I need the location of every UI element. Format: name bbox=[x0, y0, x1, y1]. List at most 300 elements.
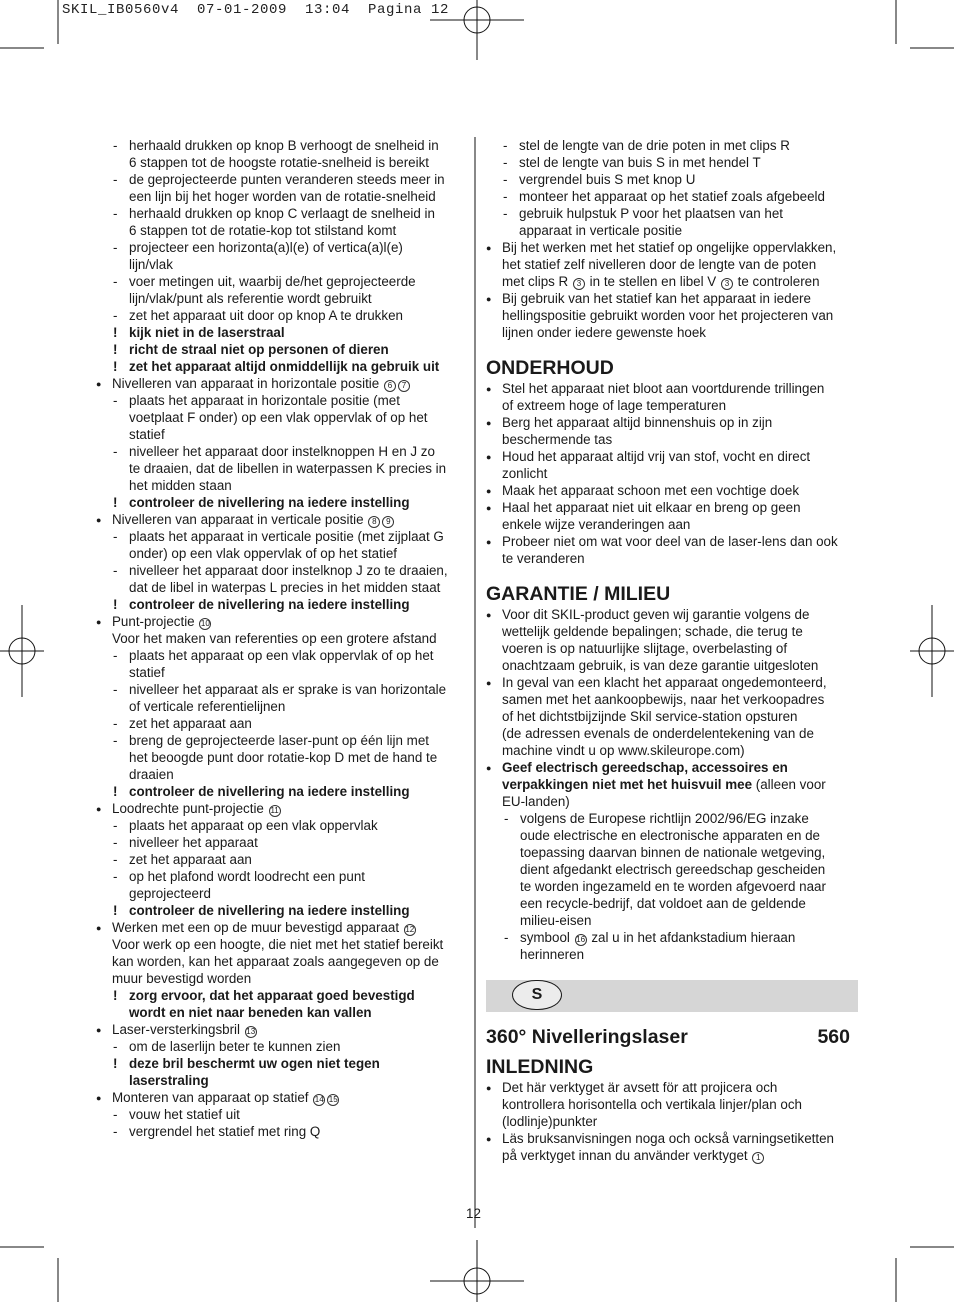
text-run: 6 stappen tot de hoogste rotatie-snelheid is bereikt bbox=[129, 155, 429, 170]
bullet-icon: ● bbox=[486, 503, 492, 513]
figure-reference-number: 15 bbox=[328, 1095, 338, 1104]
list-item bbox=[96, 375, 468, 392]
registration-mark-left bbox=[0, 605, 44, 697]
dash-mark: - bbox=[113, 1039, 118, 1054]
text-run: muur bevestigd worden bbox=[112, 971, 252, 986]
bullet-icon: ● bbox=[486, 1134, 492, 1144]
text-run: zet het apparaat aan bbox=[129, 716, 252, 731]
text-run: machine vindt u op www.skileurope.com) bbox=[502, 743, 745, 758]
dash-mark: - bbox=[503, 155, 508, 170]
dash-mark: - bbox=[503, 189, 508, 204]
list-item bbox=[96, 528, 468, 545]
text-run: deze bril beschermt uw ogen niet tegen bbox=[129, 1056, 380, 1071]
text-run: plaats het apparaat op een vlak oppervlak of op het bbox=[129, 648, 434, 663]
text-run: zal u in het afdankstadium hieraan bbox=[587, 930, 796, 945]
figure-reference-number: 1 bbox=[752, 1152, 764, 1164]
dash-mark: - bbox=[113, 393, 118, 408]
text-run: Voor het maken van referenties op een grotere afstand bbox=[112, 631, 437, 646]
text-run: Det här verktyget är avsett för att projicera och bbox=[502, 1080, 778, 1095]
figure-reference-number: 13 bbox=[246, 1027, 256, 1036]
list-item bbox=[96, 919, 468, 936]
text-run: nivelleer het apparaat bbox=[129, 835, 258, 850]
text-run: milieu-eisen bbox=[520, 913, 592, 928]
bullet-icon: ● bbox=[96, 617, 102, 627]
bullet-icon: ● bbox=[486, 418, 492, 428]
text-run: vergrendel buis S met knop U bbox=[519, 172, 696, 187]
text-run: voetplaat F onder) op een vlak oppervlak of op het bbox=[129, 410, 428, 425]
list-item bbox=[96, 290, 468, 307]
text-run: voer metingen uit, waarbij de/het geprojecteerde bbox=[129, 274, 416, 289]
text-run: om de laserlijn beter te kunnen zien bbox=[129, 1039, 341, 1054]
list-item bbox=[96, 936, 468, 953]
text-run: vergrendel het statief met ring Q bbox=[129, 1124, 321, 1139]
figure-reference-number: 3 bbox=[721, 278, 733, 290]
text-run: controleer de nivellering na iedere instelling bbox=[129, 903, 410, 918]
list-item bbox=[96, 868, 468, 885]
list-item bbox=[96, 647, 468, 664]
text-run: (lodlinje)punkter bbox=[502, 1114, 598, 1129]
text-run: het midden staan bbox=[129, 478, 232, 493]
list-item bbox=[96, 732, 468, 749]
text-run: dient afgedankt electrisch gereedschap gescheiden bbox=[520, 862, 826, 877]
list-item bbox=[96, 477, 468, 494]
dash-mark: - bbox=[113, 716, 118, 731]
bullet-icon: ● bbox=[486, 384, 492, 394]
dash-mark: - bbox=[113, 274, 118, 289]
figure-reference-number: 7 bbox=[398, 380, 410, 392]
text-run: voeren is op natuurlijke slijtage, overbelasting of bbox=[502, 641, 788, 656]
figure-reference-number: 11 bbox=[270, 806, 279, 815]
list-item bbox=[96, 817, 468, 834]
warning-mark: ! bbox=[113, 325, 118, 340]
bullet-icon: ● bbox=[486, 243, 492, 253]
text-run: te worden ingezameld en te worden afgevoerd naar bbox=[520, 879, 826, 894]
dash-mark: - bbox=[113, 529, 118, 544]
list-item bbox=[486, 188, 858, 205]
list-item bbox=[96, 664, 468, 681]
text-run: wordt en niet naar beneden kan vallen bbox=[129, 1005, 372, 1020]
list-item bbox=[96, 511, 468, 528]
list-item bbox=[486, 239, 858, 256]
tripod-instructions bbox=[486, 137, 858, 341]
text-run: een lijn bij het hoger worden van de rotatie-snelheid bbox=[129, 189, 436, 204]
text-run: te veranderen bbox=[502, 551, 585, 566]
list-item bbox=[486, 397, 858, 414]
list-item bbox=[486, 154, 858, 171]
text-run: richt de straal niet op personen of dieren bbox=[129, 342, 389, 357]
list-item bbox=[486, 499, 858, 516]
list-item bbox=[96, 681, 468, 698]
text-run: statief bbox=[129, 427, 165, 442]
list-item bbox=[486, 776, 858, 793]
list-item bbox=[486, 1147, 858, 1164]
language-badge: S bbox=[512, 980, 562, 1010]
text-run: Geef electrisch gereedschap, accessoires en bbox=[502, 760, 788, 775]
bullet-icon: ● bbox=[486, 537, 492, 547]
list-item bbox=[96, 324, 468, 341]
text-run: vouw het statief uit bbox=[129, 1107, 240, 1122]
text-run: laserstraling bbox=[129, 1073, 209, 1088]
dash-mark: - bbox=[113, 138, 118, 153]
warning-mark: ! bbox=[113, 1056, 118, 1071]
list-item bbox=[486, 844, 858, 861]
list-item bbox=[96, 256, 468, 273]
onderhoud-list bbox=[486, 380, 858, 567]
text-run: nivelleer het apparaat door instelknop J zo te draaien, bbox=[129, 563, 448, 578]
text-run: beschermende tas bbox=[502, 432, 613, 447]
text-run: met clips R bbox=[502, 274, 572, 289]
list-item bbox=[96, 137, 468, 154]
text-run: hellingspositie gebruikt worden voor het projecteren van bbox=[502, 308, 834, 323]
list-item bbox=[96, 596, 468, 613]
figure-reference-number: 3 bbox=[573, 278, 585, 290]
text-run: apparaat in verticale positie bbox=[519, 223, 683, 238]
dash-mark: - bbox=[113, 852, 118, 867]
registration-mark-right bbox=[910, 605, 954, 697]
figure-reference-number: 16 bbox=[576, 935, 586, 944]
right-column bbox=[486, 137, 858, 1164]
text-run: Voor werk op een hoogte, die niet met het statief bereikt bbox=[112, 937, 444, 952]
list-item bbox=[486, 657, 858, 674]
text-run: Nivelleren van apparaat in verticale positie bbox=[112, 512, 368, 527]
list-item bbox=[96, 698, 468, 715]
text-run: breng de geprojecteerde laser-punt op één lijn met bbox=[129, 733, 429, 748]
text-run: te draaien, dat de libellen in waterpassen K precies in bbox=[129, 461, 447, 476]
dash-mark: - bbox=[113, 1124, 118, 1139]
list-item bbox=[486, 1130, 858, 1147]
text-run: plaats het apparaat in horizontale positie (met bbox=[129, 393, 400, 408]
list-item bbox=[486, 431, 858, 448]
product-model: 560 bbox=[817, 1026, 850, 1048]
bullet-icon: ● bbox=[486, 763, 492, 773]
print-slug: SKIL_IB0560v4 07-01-2009 13:04 Pagina 12 bbox=[62, 2, 450, 18]
list-item bbox=[486, 205, 858, 222]
dash-mark: - bbox=[113, 444, 118, 459]
list-item bbox=[96, 460, 468, 477]
list-item bbox=[486, 380, 858, 397]
text-run: Voor dit SKIL-product geven wij garantie volgens de bbox=[502, 607, 810, 622]
dash-mark: - bbox=[113, 172, 118, 187]
list-item bbox=[96, 987, 468, 1004]
text-run: Werken met een op de muur bevestigd apparaat bbox=[112, 920, 403, 935]
list-item bbox=[96, 579, 468, 596]
list-item bbox=[486, 465, 858, 482]
text-run: Läs bruksanvisningen noga och också varningsetiketten bbox=[502, 1131, 835, 1146]
text-run: symbool bbox=[520, 930, 574, 945]
warning-mark: ! bbox=[113, 597, 118, 612]
list-item bbox=[486, 708, 858, 725]
list-item bbox=[96, 171, 468, 188]
text-run: zonlicht bbox=[502, 466, 548, 481]
list-item bbox=[96, 1021, 468, 1038]
list-item bbox=[486, 912, 858, 929]
list-item bbox=[486, 895, 858, 912]
dash-mark: - bbox=[113, 1107, 118, 1122]
list-item bbox=[96, 783, 468, 800]
list-item bbox=[486, 1113, 858, 1130]
dash-mark: - bbox=[113, 240, 118, 255]
text-run: toepassing daarvan binnen de nationale wetgeving, bbox=[520, 845, 826, 860]
text-run: Maak het apparaat schoon met een vochtige doek bbox=[502, 483, 800, 498]
text-run: samen met het aankoopbewijs, naar het verkoopadres bbox=[502, 692, 825, 707]
list-item bbox=[486, 810, 858, 827]
text-run: herinneren bbox=[520, 947, 585, 962]
dash-mark: - bbox=[113, 818, 118, 833]
list-item bbox=[486, 273, 858, 290]
dash-mark: - bbox=[113, 835, 118, 850]
list-item bbox=[486, 623, 858, 640]
text-run: een recycle-bedrijf, dat voldoet aan de geldende bbox=[520, 896, 806, 911]
list-item bbox=[96, 205, 468, 222]
text-run: herhaald drukken op knop C verlaagt de snelheid in bbox=[129, 206, 435, 221]
bullet-icon: ● bbox=[96, 515, 102, 525]
list-item bbox=[486, 640, 858, 657]
product-title-row bbox=[486, 1025, 850, 1049]
text-run: de geprojecteerde punten veranderen steeds meer in bbox=[129, 172, 445, 187]
list-item bbox=[96, 953, 468, 970]
dash-mark: - bbox=[113, 648, 118, 663]
list-item bbox=[486, 691, 858, 708]
list-item bbox=[486, 793, 858, 810]
bullet-icon: ● bbox=[96, 1025, 102, 1035]
text-run: of verticale referentielijnen bbox=[129, 699, 286, 714]
text-run: controleer de nivellering na iedere instelling bbox=[129, 597, 410, 612]
text-run: Berg het apparaat altijd binnenshuis op in zijn bbox=[502, 415, 773, 430]
text-run: Houd het apparaat altijd vrij van stof, vocht en direct bbox=[502, 449, 811, 464]
bullet-icon: ● bbox=[486, 678, 492, 688]
bullet-icon: ● bbox=[96, 804, 102, 814]
text-run: kan worden, kan het apparaat zoals aangegeven op de bbox=[112, 954, 439, 969]
list-item bbox=[96, 409, 468, 426]
dash-mark: - bbox=[113, 308, 118, 323]
product-title: 360° Nivelleringslaser bbox=[486, 1026, 688, 1048]
text-run: dat de libel in waterpas L precies in het midden staat bbox=[129, 580, 441, 595]
list-item bbox=[486, 256, 858, 273]
dash-mark: - bbox=[503, 172, 508, 187]
text-run: herhaald drukken op knop B verhoogt de snelheid in bbox=[129, 138, 439, 153]
text-run: 6 stappen tot de rotatie-kop tot stilstand komt bbox=[129, 223, 397, 238]
list-item bbox=[96, 902, 468, 919]
text-run: controleer de nivellering na iedere instelling bbox=[129, 495, 410, 510]
text-run: zet het apparaat aan bbox=[129, 852, 252, 867]
list-item bbox=[96, 613, 468, 630]
onderhoud-heading: ONDERHOUD bbox=[486, 357, 614, 379]
list-item bbox=[486, 550, 858, 567]
list-item bbox=[96, 800, 468, 817]
text-run: (de adressen evenals de onderdelentekening van de bbox=[502, 726, 814, 741]
dash-mark: - bbox=[113, 869, 118, 884]
inledning-heading: INLEDNING bbox=[486, 1056, 594, 1078]
text-run: lijnen onder iedere gewenste hoek bbox=[502, 325, 706, 340]
text-run: oude electrische en electronische apparaten en de bbox=[520, 828, 821, 843]
text-run: enkele wijze veranderingen aan bbox=[502, 517, 691, 532]
text-run: kontrollera horisontella och vertikala linjer/plan och bbox=[502, 1097, 802, 1112]
text-run: Nivelleren van apparaat in horizontale positie bbox=[112, 376, 383, 391]
bullet-icon: ● bbox=[486, 452, 492, 462]
list-item bbox=[96, 1055, 468, 1072]
list-item bbox=[96, 358, 468, 375]
text-run: kijk niet in de laserstraal bbox=[129, 325, 285, 340]
list-item bbox=[486, 861, 858, 878]
text-run: In geval van een klacht het apparaat ongedemonteerd, bbox=[502, 675, 827, 690]
list-item bbox=[486, 533, 858, 550]
list-item bbox=[486, 137, 858, 154]
text-run: in te stellen en libel V bbox=[585, 274, 720, 289]
bullet-icon: ● bbox=[486, 1083, 492, 1093]
text-run: op het plafond wordt loodrecht een punt bbox=[129, 869, 365, 884]
list-item bbox=[96, 154, 468, 171]
list-item bbox=[486, 414, 858, 431]
list-item bbox=[96, 545, 468, 562]
text-run: controleer de nivellering na iedere instelling bbox=[129, 784, 410, 799]
text-run: zet het apparaat uit door op knop A te drukken bbox=[129, 308, 403, 323]
text-run: stel de lengte van buis S in met hendel T bbox=[519, 155, 761, 170]
text-run: lijn/vlak bbox=[129, 257, 173, 272]
text-run: Haal het apparaat niet uit elkaar en breng op geen bbox=[502, 500, 801, 515]
text-run: plaats het apparaat op een vlak oppervlak bbox=[129, 818, 378, 833]
text-run: nivelleer het apparaat door instelknoppen H en J zo bbox=[129, 444, 435, 459]
list-item bbox=[486, 1079, 858, 1096]
dash-mark: - bbox=[113, 563, 118, 578]
list-item bbox=[96, 307, 468, 324]
list-item bbox=[486, 725, 858, 742]
list-item bbox=[486, 742, 858, 759]
text-run: plaats het apparaat in verticale positie (met zijplaat G bbox=[129, 529, 444, 544]
list-item bbox=[96, 715, 468, 732]
list-item bbox=[96, 851, 468, 868]
text-run: geprojecteerd bbox=[129, 886, 211, 901]
dash-mark: - bbox=[113, 733, 118, 748]
list-item bbox=[486, 878, 858, 895]
list-item bbox=[486, 946, 858, 963]
list-item bbox=[96, 494, 468, 511]
figure-reference-number: 8 bbox=[368, 516, 380, 528]
list-item bbox=[96, 188, 468, 205]
list-item bbox=[96, 834, 468, 851]
list-item bbox=[96, 273, 468, 290]
list-item bbox=[96, 443, 468, 460]
text-run: onder) op een vlak oppervlak of op het statief bbox=[129, 546, 397, 561]
figure-reference-number: 12 bbox=[405, 925, 415, 934]
list-item bbox=[96, 239, 468, 256]
list-item bbox=[486, 929, 858, 946]
list-item bbox=[96, 341, 468, 358]
list-item bbox=[96, 1004, 468, 1021]
list-item bbox=[96, 426, 468, 443]
text-run: Bij gebruik van het statief kan het apparaat in iedere bbox=[502, 291, 811, 306]
list-item bbox=[96, 1038, 468, 1055]
bullet-icon: ● bbox=[96, 379, 102, 389]
list-item bbox=[96, 749, 468, 766]
language-bar bbox=[486, 980, 858, 1012]
text-run: Punt-projectie bbox=[112, 614, 199, 629]
list-item bbox=[486, 324, 858, 341]
text-run: gebruik hulpstuk P voor het plaatsen van het bbox=[519, 206, 784, 221]
text-run: verpakkingen niet met het huisvuil mee bbox=[502, 777, 753, 792]
page-number: 12 bbox=[466, 1206, 481, 1221]
warning-mark: ! bbox=[113, 988, 118, 1003]
list-item bbox=[486, 448, 858, 465]
text-run: of het dichtstbijzijnde Skil service-station opsturen bbox=[502, 709, 798, 724]
text-run: zet het apparaat altijd onmiddellijk na gebruik uit bbox=[129, 359, 440, 374]
registration-mark-top bbox=[430, 0, 524, 60]
list-item bbox=[96, 885, 468, 902]
text-run: Monteren van apparaat op statief bbox=[112, 1090, 313, 1105]
list-item bbox=[486, 482, 858, 499]
inledning-list bbox=[486, 1079, 858, 1164]
list-item bbox=[486, 827, 858, 844]
text-run: på verktyget innan du använder verktyget bbox=[502, 1148, 752, 1163]
list-item bbox=[96, 562, 468, 579]
list-item bbox=[96, 1072, 468, 1089]
garantie-heading: GARANTIE / MILIEU bbox=[486, 583, 671, 605]
figure-reference-number: 10 bbox=[200, 619, 210, 628]
bullet-icon: ● bbox=[96, 923, 102, 933]
list-item bbox=[486, 307, 858, 324]
list-item bbox=[96, 1106, 468, 1123]
text-run: lijn/vlak/punt als referentie wordt gebruikt bbox=[129, 291, 372, 306]
text-run: stel de lengte van de drie poten in met clips R bbox=[519, 138, 790, 153]
text-run: of extreem hoge of lage temperaturen bbox=[502, 398, 727, 413]
text-run: het beoogde punt door rotatie-kop D met de hand te bbox=[129, 750, 438, 765]
registration-mark-bottom bbox=[430, 1240, 524, 1302]
warning-mark: ! bbox=[113, 903, 118, 918]
dash-mark: - bbox=[504, 811, 509, 826]
garantie-list bbox=[486, 606, 858, 963]
figure-reference-number: 14 bbox=[314, 1095, 324, 1104]
text-run: te controleren bbox=[733, 274, 820, 289]
bullet-icon: ● bbox=[486, 610, 492, 620]
text-run: onachtzaam gebruik, is van deze garantie uitgesloten bbox=[502, 658, 819, 673]
text-run: Loodrechte punt-projectie bbox=[112, 801, 268, 816]
text-run: zorg ervoor, dat het apparaat goed bevestigd bbox=[129, 988, 415, 1003]
list-item bbox=[96, 222, 468, 239]
figure-reference-number: 9 bbox=[382, 516, 394, 528]
list-item bbox=[486, 674, 858, 691]
text-run: nivelleer het apparaat als er sprake is van horizontale bbox=[129, 682, 447, 697]
list-item bbox=[96, 392, 468, 409]
dash-mark: - bbox=[113, 206, 118, 221]
warning-mark: ! bbox=[113, 359, 118, 374]
bullet-icon: ● bbox=[486, 486, 492, 496]
text-run: draaien bbox=[129, 767, 174, 782]
text-run: Stel het apparaat niet bloot aan voortdurende trillingen bbox=[502, 381, 825, 396]
text-run: Probeer niet om wat voor deel van de laser-lens dan ook bbox=[502, 534, 838, 549]
text-run: monteer het apparaat op het statief zoals afgebeeld bbox=[519, 189, 825, 204]
warning-mark: ! bbox=[113, 342, 118, 357]
list-item bbox=[486, 516, 858, 533]
text-run: projecteer een horizonta(a)l(e) of vertica(a)l(e) bbox=[129, 240, 403, 255]
warning-mark: ! bbox=[113, 784, 118, 799]
list-item bbox=[486, 1096, 858, 1113]
text-run: EU-landen) bbox=[502, 794, 570, 809]
text-run: wettelijk geldende bepalingen; schade, die terug te bbox=[502, 624, 803, 639]
figure-reference-number: 6 bbox=[384, 380, 396, 392]
dash-mark: - bbox=[113, 682, 118, 697]
warning-mark: ! bbox=[113, 495, 118, 510]
list-item bbox=[486, 606, 858, 623]
dash-mark: - bbox=[504, 930, 509, 945]
left-column bbox=[96, 137, 468, 1140]
list-item bbox=[96, 1089, 468, 1106]
dash-mark: - bbox=[503, 206, 508, 221]
list-item bbox=[486, 759, 858, 776]
text-run: volgens de Europese richtlijn 2002/96/EG inzake bbox=[520, 811, 809, 826]
list-item bbox=[486, 290, 858, 307]
text-run: Bij het werken met het statief op ongelijke oppervlakken, bbox=[502, 240, 837, 255]
bullet-icon: ● bbox=[486, 294, 492, 304]
list-item bbox=[96, 1123, 468, 1140]
